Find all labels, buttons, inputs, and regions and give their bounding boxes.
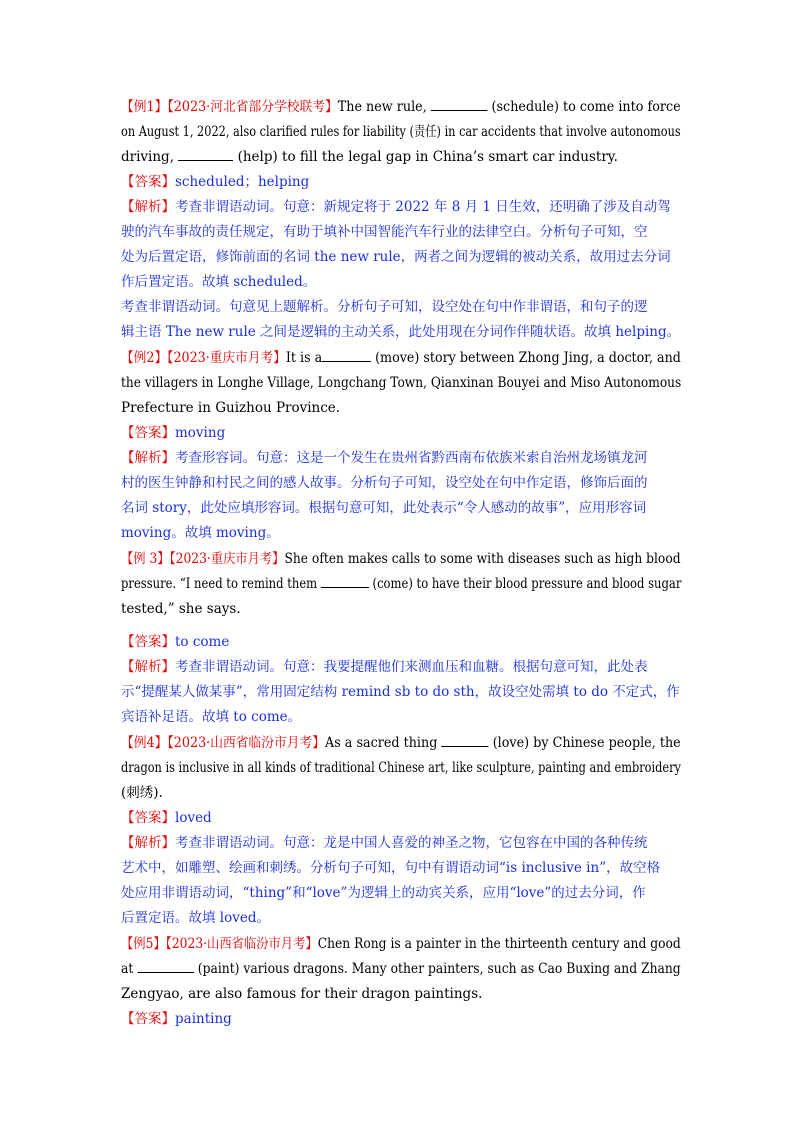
example-tag: 【例 3】 [121,551,170,567]
example-tag: 【例1】 [121,99,168,115]
example-1-line-3: driving, (help) to fill the legal gap in China’s smart car industry. [121,149,618,165]
example-tag: 【例5】 [121,936,166,952]
example-1-answer [121,172,681,192]
example-2-line-2: the villagers in Longhe Village, Longchang Town, Qianxinan Bouyei and Miso Autonomous [121,375,682,391]
answer-text: painting [175,1011,232,1027]
example-5-line-3: Zengyao, are also famous for their dragon paintings. [121,986,483,1002]
example-1-line-1: 【例1】【2023·河北省部分学校联考】The new rule, (schedule) to come into force [121,99,681,115]
example-2-explanation-3: 名词 story，此处应填形容词。根据句意可知，此处表示“令人感动的故事”，应用形容词 [121,500,647,516]
answer-text: loved [175,810,212,826]
source-tag: 【2023·河北省部分学校联考】 [167,99,338,115]
example-4-explanation-1: 【解析】考查非谓语动词。句意：龙是中国人喜爱的神圣之物，它包容在中国的各种传统 [121,835,648,851]
answer-blank [178,148,233,161]
example-4-explanation-3: 处应用非谓语动词，“thing”和“love”为逻辑上的动宾关系，应用“love”的过去分词，作 [121,885,646,901]
example-3-answer [121,632,681,652]
example-3-line-3: tested,” she says. [121,601,241,617]
example-1-explanation-3: 处为后置定语，修饰前面的名词 the new rule，两者之间为逻辑的被动关系，故用过去分词 [121,249,671,265]
example-4-line-1: 【例4】【2023·山西省临汾市月考】As a sacred thing (love) by Chinese people, the [121,735,681,751]
answer-text: to come [175,634,230,650]
example-2-line-3: Prefecture in Guizhou Province. [121,400,341,416]
example-3-line-2: pressure. “I need to remind them (come) to have their blood pressure and blood sugar [121,576,682,592]
example-1-line-2: on August 1, 2022, also clarified rules for liability (责任) in car accidents that involve autonomous [121,124,681,140]
answer-blank [321,575,369,588]
example-2-explanation-4: moving。故填 moving。 [121,525,280,541]
explanation-tag: 【解析】 [121,835,175,851]
answer-tag: 【答案】 [121,425,175,441]
answer-tag: 【答案】 [121,1011,175,1027]
example-1-explanation-2: 驶的汽车事故的责任规定，有助于填补中国智能汽车行业的法律空白。分析句子可知，空 [121,224,648,240]
example-1-explanation-6: 辑主语 The new rule 之间是逻辑的主动关系，此处用现在分词作伴随状语。故填 helping。 [121,324,681,340]
example-tag: 【例2】 [121,350,168,366]
example-tag: 【例4】 [121,735,168,751]
example-1-explanation-4: 作后置定语。故填 scheduled。 [121,274,317,290]
answer-text: scheduled；helping [175,174,310,190]
source-tag: 【2023·山西省临汾市月考】 [167,735,325,751]
example-4-explanation-2: 艺术中，如雕塑、绘画和刺绣。分析句子可知，句中有谓语动词“is inclusive in”，故空格 [121,860,661,876]
example-5-answer [121,1009,681,1029]
answer-blank [322,349,371,362]
example-5-line-2: at (paint) various dragons. Many other painters, such as Cao Buxing and Zhang [121,961,681,977]
example-1-explanation-5: 考查非谓语动词。句意见上题解析。分析句子可知，设空处在句中作非谓语，和句子的逻 [121,299,648,315]
example-3-explanation-3: 宾语补足语。故填 to come。 [121,709,302,725]
example-2-explanation-1: 【解析】考查形容词。句意：这是一个发生在贵州省黔西南布依族米索自治州龙场镇龙河 [121,450,648,466]
example-2-answer [121,423,681,443]
answer-tag: 【答案】 [121,810,175,826]
example-5-line-1: 【例5】【2023·山西省临汾市月考】Chen Rong is a painter in the thirteenth century and good [121,936,681,952]
example-4-line-2: dragon is inclusive in all kinds of traditional Chinese art, like sculpture, painting and embroidery [121,760,681,776]
example-1-explanation-1: 【解析】考查非谓语动词。句意：新规定将于 2022 年 8 月 1 日生效，还明确了涉及自动驾 [121,199,671,215]
example-3-line-1: 【例 3】【2023·重庆市月考】She often makes calls to some with diseases such as high blood [121,551,681,567]
answer-blank [137,960,194,973]
source-tag: 【2023·山西省临汾市月考】 [165,936,318,952]
example-3-explanation-1: 【解析】考查非谓语动词。句意：我要提醒他们来测血压和血糖。根据句意可知，此处表 [121,659,648,675]
answer-tag: 【答案】 [121,634,175,650]
source-tag: 【2023·重庆市月考】 [167,350,286,366]
example-4-line-3: (刺绣). [121,785,163,801]
explanation-tag: 【解析】 [121,199,175,215]
answer-tag: 【答案】 [121,174,175,190]
answer-text: moving [175,425,226,441]
source-tag: 【2023·重庆市月考】 [169,551,285,567]
answer-blank [431,98,488,111]
example-2-line-1: 【例2】【2023·重庆市月考】It is a (move) story between Zhong Jing, a doctor, and [121,350,681,366]
example-4-explanation-4: 后置定语。故填 loved。 [121,910,270,926]
example-4-answer [121,808,681,828]
answer-blank [441,734,488,747]
explanation-tag: 【解析】 [121,659,175,675]
example-2-explanation-2: 村的医生钟静和村民之间的感人故事。分析句子可知，设空处在句中作定语，修饰后面的 [121,475,648,491]
example-3-explanation-2: 示“提醒某人做某事”，常用固定结构 remind sb to do sth，故设空处需填 to do 不定式，作 [121,684,680,700]
explanation-tag: 【解析】 [121,450,175,466]
